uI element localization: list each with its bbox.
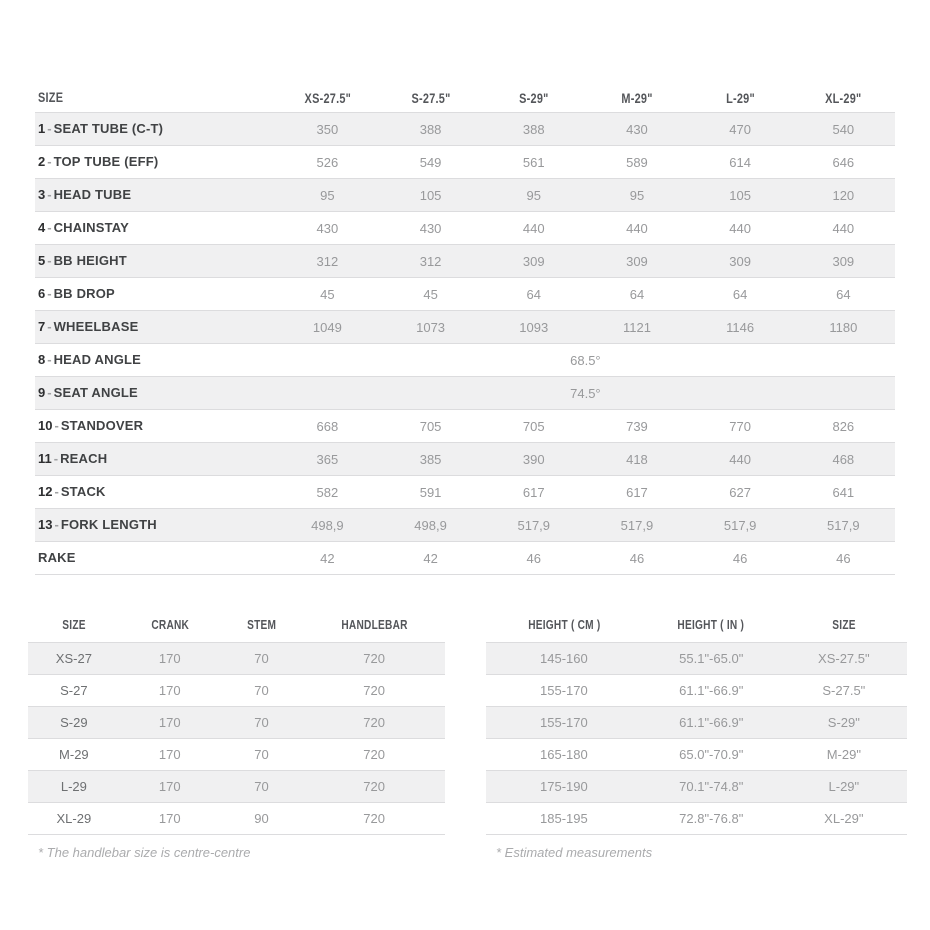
components-cell: 720 [363, 715, 385, 730]
rider-sizing-cell: 155-170 [540, 715, 588, 730]
geometry-value-cell: 440 [626, 220, 648, 236]
geometry-header-col-label: XS-27.5" [304, 90, 351, 106]
geometry-row-number: 3 [38, 187, 46, 202]
geometry-value-cell: 388 [522, 121, 545, 137]
components-cell: 70 [254, 683, 269, 698]
geometry-value-cell: 617 [522, 484, 545, 500]
geometry-value-cell: 526 [316, 154, 339, 170]
geometry-value-cell: 45 [423, 286, 438, 302]
geometry-value-cell: 1049 [312, 319, 342, 335]
geometry-value-cell: 64 [732, 286, 748, 302]
geometry-row-label-cell [35, 417, 276, 435]
geometry-row-label: BB DROP [53, 286, 115, 301]
geometry-row-label-cell [35, 153, 276, 171]
geometry-row [35, 310, 895, 343]
components-header-label: HANDLEBAR [340, 616, 408, 632]
geometry-header-col [379, 90, 482, 106]
geometry-value-cell: 1146 [726, 319, 755, 335]
geometry-row-separator: - [47, 154, 52, 169]
geometry-row-separator: - [47, 352, 52, 367]
geometry-value-cell: 350 [316, 121, 339, 137]
components-cell: 720 [363, 779, 385, 794]
geometry-value-cell: 614 [729, 154, 751, 170]
geometry-value-cell: 95 [629, 187, 645, 203]
geometry-row-separator: - [54, 484, 59, 499]
geometry-row [35, 211, 895, 244]
geometry-row-number: 6 [38, 286, 46, 301]
rider-sizing-footnote: * Estimated measurements [496, 845, 653, 860]
geometry-value-cell: 95 [526, 187, 541, 203]
components-header-cell [303, 617, 445, 632]
geometry-row-label-cell [35, 351, 276, 369]
components-cell: 720 [363, 651, 385, 666]
geometry-row-number: 9 [38, 385, 46, 400]
geometry-value-cell: 64 [629, 286, 645, 302]
rider-sizing-cell: 55.1"-65.0" [679, 651, 744, 666]
geometry-merged-value: 68.5° [570, 352, 601, 368]
geometry-value-cell: 641 [832, 484, 855, 500]
geometry-value-cell: 549 [419, 154, 442, 170]
geometry-row-label: REACH [60, 451, 108, 466]
geometry-merged-value: 74.5° [570, 385, 601, 401]
geometry-row-label-cell [35, 285, 276, 303]
geometry-value-cell: 517,9 [723, 517, 757, 533]
components-cell: XS-27 [55, 651, 92, 666]
geometry-value-cell: 589 [626, 154, 648, 170]
rider-sizing-cell: 72.8"-76.8" [679, 811, 744, 826]
components-row [28, 802, 445, 834]
geometry-row-number: 4 [38, 220, 46, 235]
geometry-row-separator: - [47, 187, 52, 202]
geometry-value-cell: 705 [522, 418, 545, 434]
geometry-row-label: TOP TUBE (EFF) [53, 154, 159, 169]
geometry-value-cell: 430 [626, 121, 648, 137]
geometry-row-label-cell [35, 120, 276, 138]
components-footnote: * The handlebar size is centre-centre [38, 845, 251, 860]
geometry-value-cell: 309 [626, 253, 648, 269]
geometry-row-label: CHAINSTAY [53, 220, 130, 235]
rider-sizing-cell: 61.1"-66.9" [679, 683, 744, 698]
components-cell: 170 [158, 779, 181, 794]
geometry-value-cell: 105 [419, 187, 442, 203]
components-cell: 170 [158, 747, 181, 762]
rider-sizing-cell: 185-195 [540, 811, 588, 826]
components-row [28, 674, 445, 706]
components-row [28, 642, 445, 674]
geometry-header-col-label: XL-29" [825, 90, 862, 106]
geometry-header-col [276, 90, 379, 106]
geometry-header-col-label: L-29" [725, 90, 755, 106]
rider-sizing-row [486, 642, 907, 674]
geometry-value-cell: 388 [419, 121, 442, 137]
components-table [28, 606, 445, 860]
geometry-value-cell: 309 [729, 253, 751, 269]
geometry-header-size-cell [35, 89, 276, 107]
components-header-cell [28, 617, 120, 632]
rider-sizing-header-label: HEIGHT ( IN ) [677, 616, 745, 632]
geometry-value-cell: 770 [729, 418, 751, 434]
geometry-header-col [792, 90, 895, 106]
rider-sizing-header-cell [781, 617, 907, 632]
geometry-row-label: SEAT ANGLE [53, 385, 138, 400]
geometry-value-cell: 470 [729, 121, 751, 137]
geometry-value-cell: 440 [522, 220, 545, 236]
geometry-value-cell: 627 [729, 484, 751, 500]
rider-sizing-cell: L-29" [828, 779, 860, 794]
components-row [28, 770, 445, 802]
components-header-label: STEM [246, 616, 277, 632]
geometry-value-cell: 46 [526, 550, 541, 566]
geometry-value-cell: 739 [626, 418, 648, 434]
geometry-row [35, 244, 895, 277]
geometry-value-cell: 418 [626, 451, 648, 467]
rider-sizing-cell: 70.1"-74.8" [679, 779, 744, 794]
geometry-row [35, 442, 895, 475]
geometry-row-number: 11 [38, 451, 52, 466]
geometry-value-cell: 517,9 [620, 517, 654, 533]
geometry-value-cell: 430 [316, 220, 339, 236]
geometry-value-cell: 591 [419, 484, 442, 500]
geometry-row-label-cell [35, 186, 276, 204]
components-cell: 720 [363, 811, 385, 826]
geometry-value-cell: 105 [729, 187, 751, 203]
geometry-row [35, 376, 895, 409]
geometry-row [35, 541, 895, 574]
geometry-value-cell: 46 [732, 550, 748, 566]
geometry-value-cell: 385 [419, 451, 442, 467]
geometry-row-label: HEAD TUBE [53, 187, 132, 202]
components-cell: M-29 [59, 747, 89, 762]
components-header-cell [220, 617, 303, 632]
geometry-row-label: HEAD ANGLE [53, 352, 142, 367]
geometry-value-cell: 1180 [829, 319, 858, 335]
geometry-value-cell: 468 [832, 451, 855, 467]
geometry-row-label-cell [35, 384, 276, 402]
rider-sizing-table-body [486, 642, 907, 835]
components-cell: 70 [254, 715, 269, 730]
geometry-row-label: SEAT TUBE (C-T) [53, 121, 164, 136]
geometry-value-cell: 390 [522, 451, 545, 467]
geometry-value-cell: 498,9 [414, 517, 447, 533]
rider-sizing-cell: 61.1"-66.9" [679, 715, 744, 730]
geometry-value-cell: 826 [832, 418, 855, 434]
components-row [28, 706, 445, 738]
geometry-value-cell: 646 [832, 154, 855, 170]
geometry-value-cell: 617 [626, 484, 648, 500]
rider-sizing-row [486, 770, 907, 802]
geometry-value-cell: 46 [836, 550, 851, 566]
components-cell: S-27 [60, 683, 88, 698]
geometry-value-cell: 582 [316, 484, 339, 500]
rider-sizing-cell: M-29" [826, 747, 861, 762]
geometry-value-cell: 309 [832, 253, 855, 269]
components-cell: 170 [158, 651, 181, 666]
geometry-value-cell: 365 [316, 451, 339, 467]
components-cell: XL-29 [56, 811, 92, 826]
geometry-value-cell: 42 [423, 550, 438, 566]
geometry-row-label: WHEELBASE [53, 319, 139, 334]
rider-sizing-row [486, 674, 907, 706]
geometry-row-number: 10 [38, 418, 53, 433]
rider-sizing-cell: 175-190 [540, 779, 588, 794]
geometry-row [35, 178, 895, 211]
geometry-value-cell: 517,9 [827, 517, 860, 533]
geometry-row [35, 409, 895, 442]
geometry-table [35, 84, 895, 575]
geometry-row [35, 343, 895, 376]
components-cell: 170 [158, 811, 181, 826]
components-cell: S-29 [60, 715, 88, 730]
geometry-row-number: 5 [38, 253, 46, 268]
geometry-value-cell: 705 [419, 418, 442, 434]
components-cell: L-29 [60, 779, 87, 794]
geometry-header-col [689, 90, 792, 106]
geometry-row-label: BB HEIGHT [53, 253, 127, 268]
geometry-value-cell: 440 [729, 451, 751, 467]
geometry-header-col [482, 90, 585, 106]
rider-sizing-header-cell [486, 617, 642, 632]
geometry-header-size-label: SIZE [38, 89, 64, 105]
geometry-value-cell: 517,9 [517, 517, 551, 533]
geometry-row-separator: - [47, 286, 52, 301]
geometry-value-cell: 440 [729, 220, 751, 236]
geometry-value-cell: 1121 [622, 319, 651, 335]
rider-sizing-cell: 155-170 [540, 683, 588, 698]
geometry-row-separator: - [47, 253, 52, 268]
rider-sizing-row [486, 802, 907, 834]
rider-sizing-row [486, 706, 907, 738]
geometry-row-label: STANDOVER [60, 418, 144, 433]
geometry-value-cell: 540 [832, 121, 855, 137]
geometry-table-body [35, 112, 895, 575]
geometry-row-separator: - [47, 121, 52, 136]
geometry-row-label-cell [35, 219, 276, 237]
components-cell: 70 [254, 779, 269, 794]
geometry-value-cell: 120 [832, 187, 855, 203]
geometry-row [35, 112, 895, 145]
geometry-row-label-cell [35, 252, 276, 270]
geometry-row-separator: - [47, 385, 52, 400]
rider-sizing-cell: XL-29" [824, 811, 864, 826]
geometry-row-label-cell [35, 318, 276, 336]
components-table-body [28, 642, 445, 835]
geometry-row-number: 2 [38, 154, 46, 169]
rider-sizing-table [486, 606, 907, 860]
geometry-row-label-cell [35, 450, 276, 468]
geometry-value-cell: 64 [526, 286, 541, 302]
geometry-row-separator: - [53, 451, 59, 466]
components-cell: 720 [363, 747, 385, 762]
components-cell: 70 [254, 747, 269, 762]
geometry-value-cell: 42 [320, 550, 335, 566]
geometry-row-number: 13 [38, 517, 53, 532]
rider-sizing-cell: S-29" [827, 715, 860, 730]
components-table-header-row [28, 606, 445, 642]
geometry-value-cell: 309 [522, 253, 545, 269]
geometry-header-col [585, 90, 688, 106]
components-header-label: SIZE [62, 616, 86, 632]
geometry-row-label: RAKE [38, 550, 76, 565]
geometry-row-separator: - [47, 220, 52, 235]
geometry-value-cell: 95 [320, 187, 335, 203]
geometry-row-label: STACK [60, 484, 106, 499]
components-cell: 720 [363, 683, 385, 698]
geometry-value-cell: 1073 [416, 319, 446, 335]
rider-sizing-cell: S-27.5" [822, 683, 866, 698]
geometry-row-number: 1 [38, 121, 46, 136]
geometry-value-cell: 64 [836, 286, 851, 302]
geometry-row-label-cell [35, 483, 276, 501]
components-header-cell [120, 617, 220, 632]
geometry-header-col-label: M-29" [621, 90, 653, 106]
components-header-label: CRANK [150, 616, 189, 632]
components-cell: 70 [254, 651, 269, 666]
geometry-value-cell: 45 [320, 286, 335, 302]
geometry-row [35, 145, 895, 178]
geometry-value-cell: 440 [832, 220, 855, 236]
geometry-value-cell: 668 [316, 418, 339, 434]
geometry-row-label: FORK LENGTH [60, 517, 157, 532]
rider-sizing-header-label: HEIGHT ( CM ) [527, 616, 601, 632]
components-cell: 90 [254, 811, 269, 826]
geometry-value-cell: 430 [419, 220, 442, 236]
geometry-row-label-cell [35, 516, 276, 534]
geometry-value-cell: 312 [316, 253, 339, 269]
geometry-value-cell: 561 [522, 154, 545, 170]
rider-sizing-cell: XS-27.5" [818, 651, 870, 666]
geometry-row [35, 475, 895, 508]
rider-sizing-header-label: SIZE [832, 616, 856, 632]
geometry-value-cell: 312 [419, 253, 442, 269]
rider-sizing-cell: 165-180 [540, 747, 588, 762]
geometry-row-number: 7 [38, 319, 46, 334]
rider-sizing-table-header-row [486, 606, 907, 642]
geometry-value-cell: 498,9 [311, 517, 344, 533]
rider-sizing-row [486, 738, 907, 770]
geometry-row-separator: - [47, 319, 52, 334]
geometry-table-header-row [35, 84, 895, 112]
rider-sizing-cell: 145-160 [540, 651, 588, 666]
geometry-row [35, 277, 895, 310]
geometry-row [35, 508, 895, 541]
geometry-header-col-label: S-29" [519, 90, 549, 106]
geometry-value-cell: 46 [629, 550, 645, 566]
geometry-header-col-label: S-27.5" [411, 90, 451, 106]
geometry-row-separator: - [54, 517, 59, 532]
components-row [28, 738, 445, 770]
components-cell: 170 [158, 683, 181, 698]
geometry-row-number: 8 [38, 352, 46, 367]
rider-sizing-cell: 65.0"-70.9" [679, 747, 744, 762]
geometry-row-number: 12 [38, 484, 53, 499]
rider-sizing-header-cell [642, 617, 781, 632]
components-cell: 170 [158, 715, 181, 730]
geometry-value-cell: 1093 [519, 319, 549, 335]
geometry-row-separator: - [54, 418, 59, 433]
geometry-row-label-cell [35, 549, 276, 567]
